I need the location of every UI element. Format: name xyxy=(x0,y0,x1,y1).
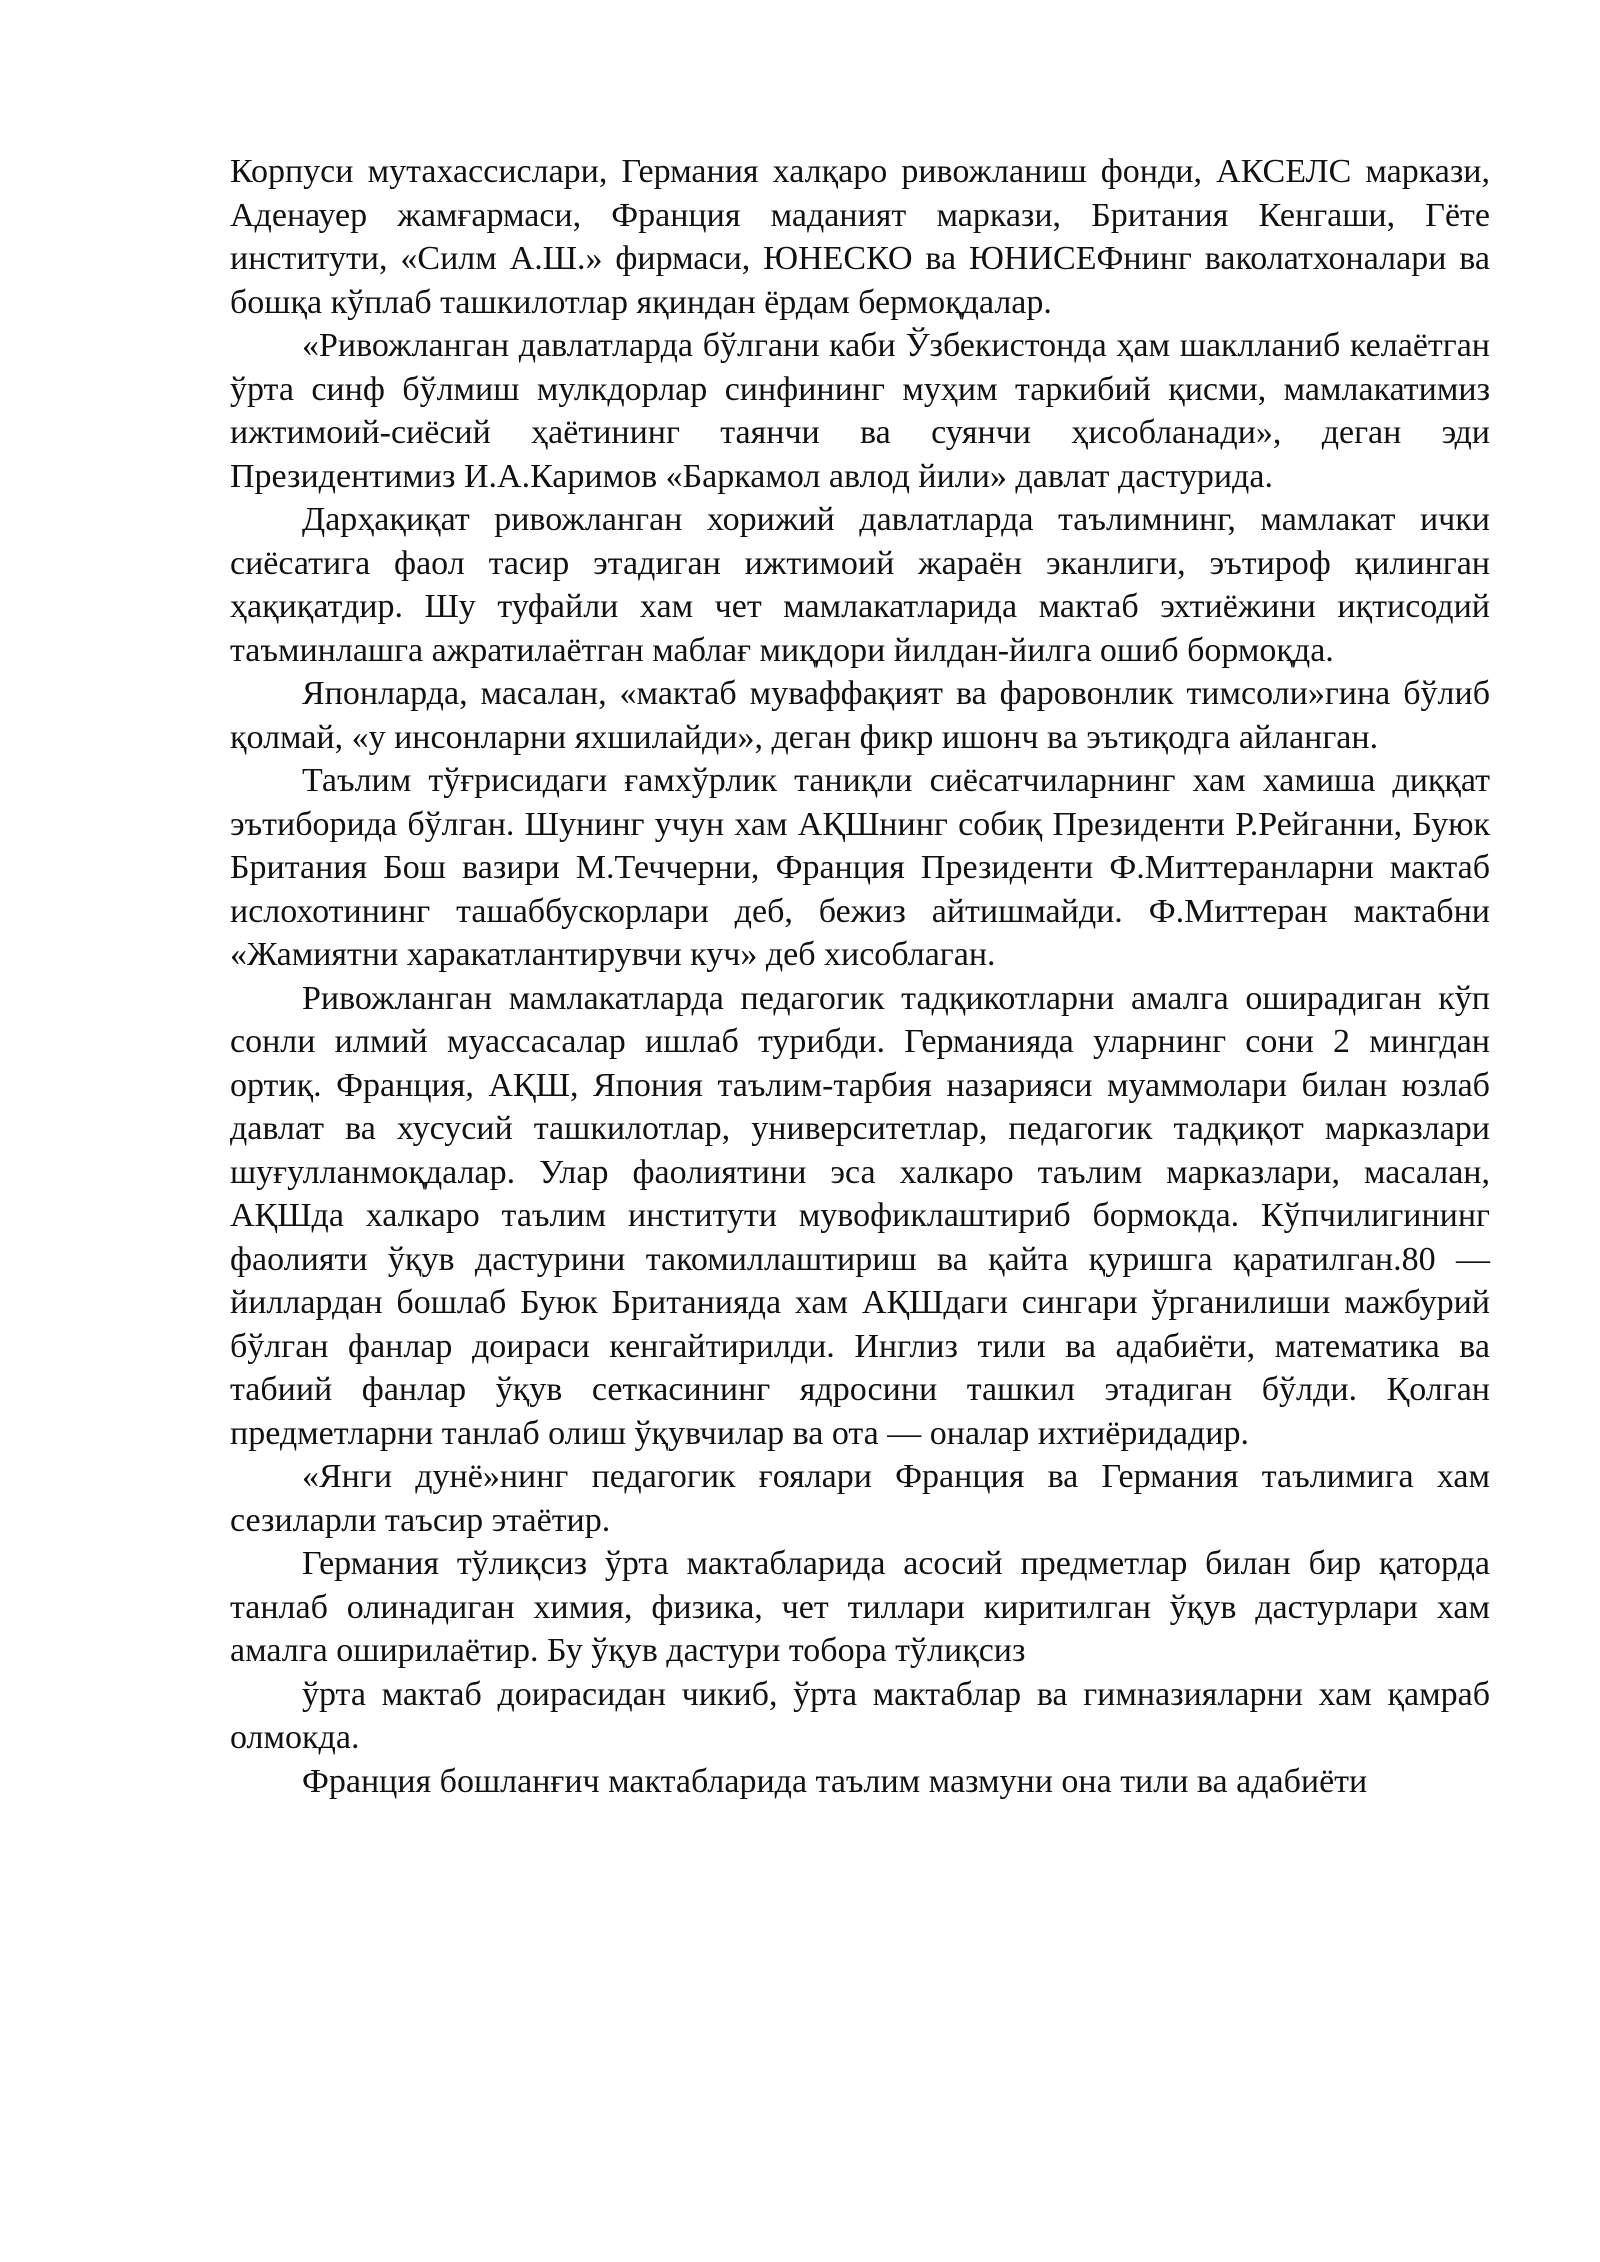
paragraph: Корпуси мутахассислари, Германия халқаро ривожланиш фонди, АКСЕЛС маркази, Аденауер жамғармаси, Франция маданият маркази, Британия Кенгаши, Гёте институти, «Силм А.Ш.» фирмаси, ЮНЕСКО ва ЮНИСЕФнинг ваколатхоналари ва бошқа кўплаб ташкилотлар яқиндан ёрдам бермоқдалар. xyxy=(230,153,1490,321)
paragraph: Франция бошланғич мактабларида таълим мазмуни она тили ва адабиёти xyxy=(302,1762,1368,1800)
paragraph: Ривожланган мамлакатларда педагогик тадқикотларни амалга оширадиган кўп сонли илмий муассасалар ишлаб турибди. Германияда уларнинг сони 2 мингдан ортиқ. Франция, АҚШ, Япония таълим-тарбия назарияси муаммолари билан юзлаб давлат ва хусусий ташкилотлар, университетлар, педагогик тадқиқот марказлари шуғулланмоқдалар. Улар фаолиятини эса халкаро таълим марказлари, масалан, АҚШда халкаро таълим институти мувофиклаштириб бормокда. Кўпчилигининг фаолияти ўқув дастурини такомиллаштириш ва қайта қуришга қаратилган.80 — йиллардан бошлаб Буюк Британияда хам АҚШдаги сингари ўрганилиши мажбурий бўлган фанлар доираси кенгайтирилди. Инглиз тили ва адабиёти, математика ва табиий фанлар ўқув сеткасининг ядросини ташкил этадиган бўлди. Қолган предметларни танлаб олиш ўқувчилар ва ота — оналар ихтиёридадир. xyxy=(230,979,1490,1452)
paragraph: Германия тўлиқсиз ўрта мактабларида асосий предметлар билан бир қаторда танлаб олинадиган химия, физика, чет тиллари киритилган ўқув дастурлари хам амалга оширилаётир. Бу ўқув дастури тобора тўлиқсиз xyxy=(230,1545,1490,1669)
paragraph: «Ривожланган давлатларда бўлгани каби Ўзбекистонда ҳам шаклланиб келаётган ўрта синф бўлмиш мулкдорлар синфининг муҳим таркибий қисми, мамлакатимиз ижтимоий-сиёсий ҳаётининг таянчи ва суянчи ҳисобланади», деган эди Президентимиз И.А.Каримов «Баркамол авлод йили» давлат дастурида. xyxy=(230,327,1490,495)
paragraph: Таълим тўғрисидаги ғамхўрлик таниқли сиёсатчиларнинг хам хамиша диққат эътиборида бўлган. Шунинг учун хам АҚШнинг собиқ Президенти Р.Рейганни, Буюк Британия Бош вазири М.Теччерни, Франция Президенти Ф.Миттеранларни мактаб ислохотининг ташаббускорлари деб, бежиз айтишмайди. Ф.Миттеран мактабни «Жамиятни харакатлантирувчи куч» деб хисоблаган. xyxy=(230,762,1490,973)
paragraph: «Янги дунё»нинг педагогик ғоялари Франция ва Германия таълимига хам сезиларли таъсир этаётир. xyxy=(230,1458,1490,1539)
document-page xyxy=(230,150,1490,1803)
paragraph: ўрта мактаб доирасидан чикиб, ўрта мактаблар ва гимназияларни хам қамраб олмокда. xyxy=(230,1675,1490,1756)
paragraph: Дарҳақиқат ривожланган хорижий давлатларда таълимнинг, мамлакат ички сиёсатига фаол тасир этадиган ижтимоий жараён эканлиги, эътироф қилинган ҳақиқатдир. Шу туфайли хам чет мамлакатларида мактаб эхтиёжини иқтисодий таъминлашга ажратилаётган маблағ миқдори йилдан-йилга ошиб бормоқда. xyxy=(230,501,1490,669)
paragraph: Японларда, масалан, «мактаб муваффақият ва фаровонлик тимсоли»гина бўлиб қолмай, «у инсонларни яхшилайди», деган фикр ишонч ва эътиқодга айланган. xyxy=(230,675,1490,756)
